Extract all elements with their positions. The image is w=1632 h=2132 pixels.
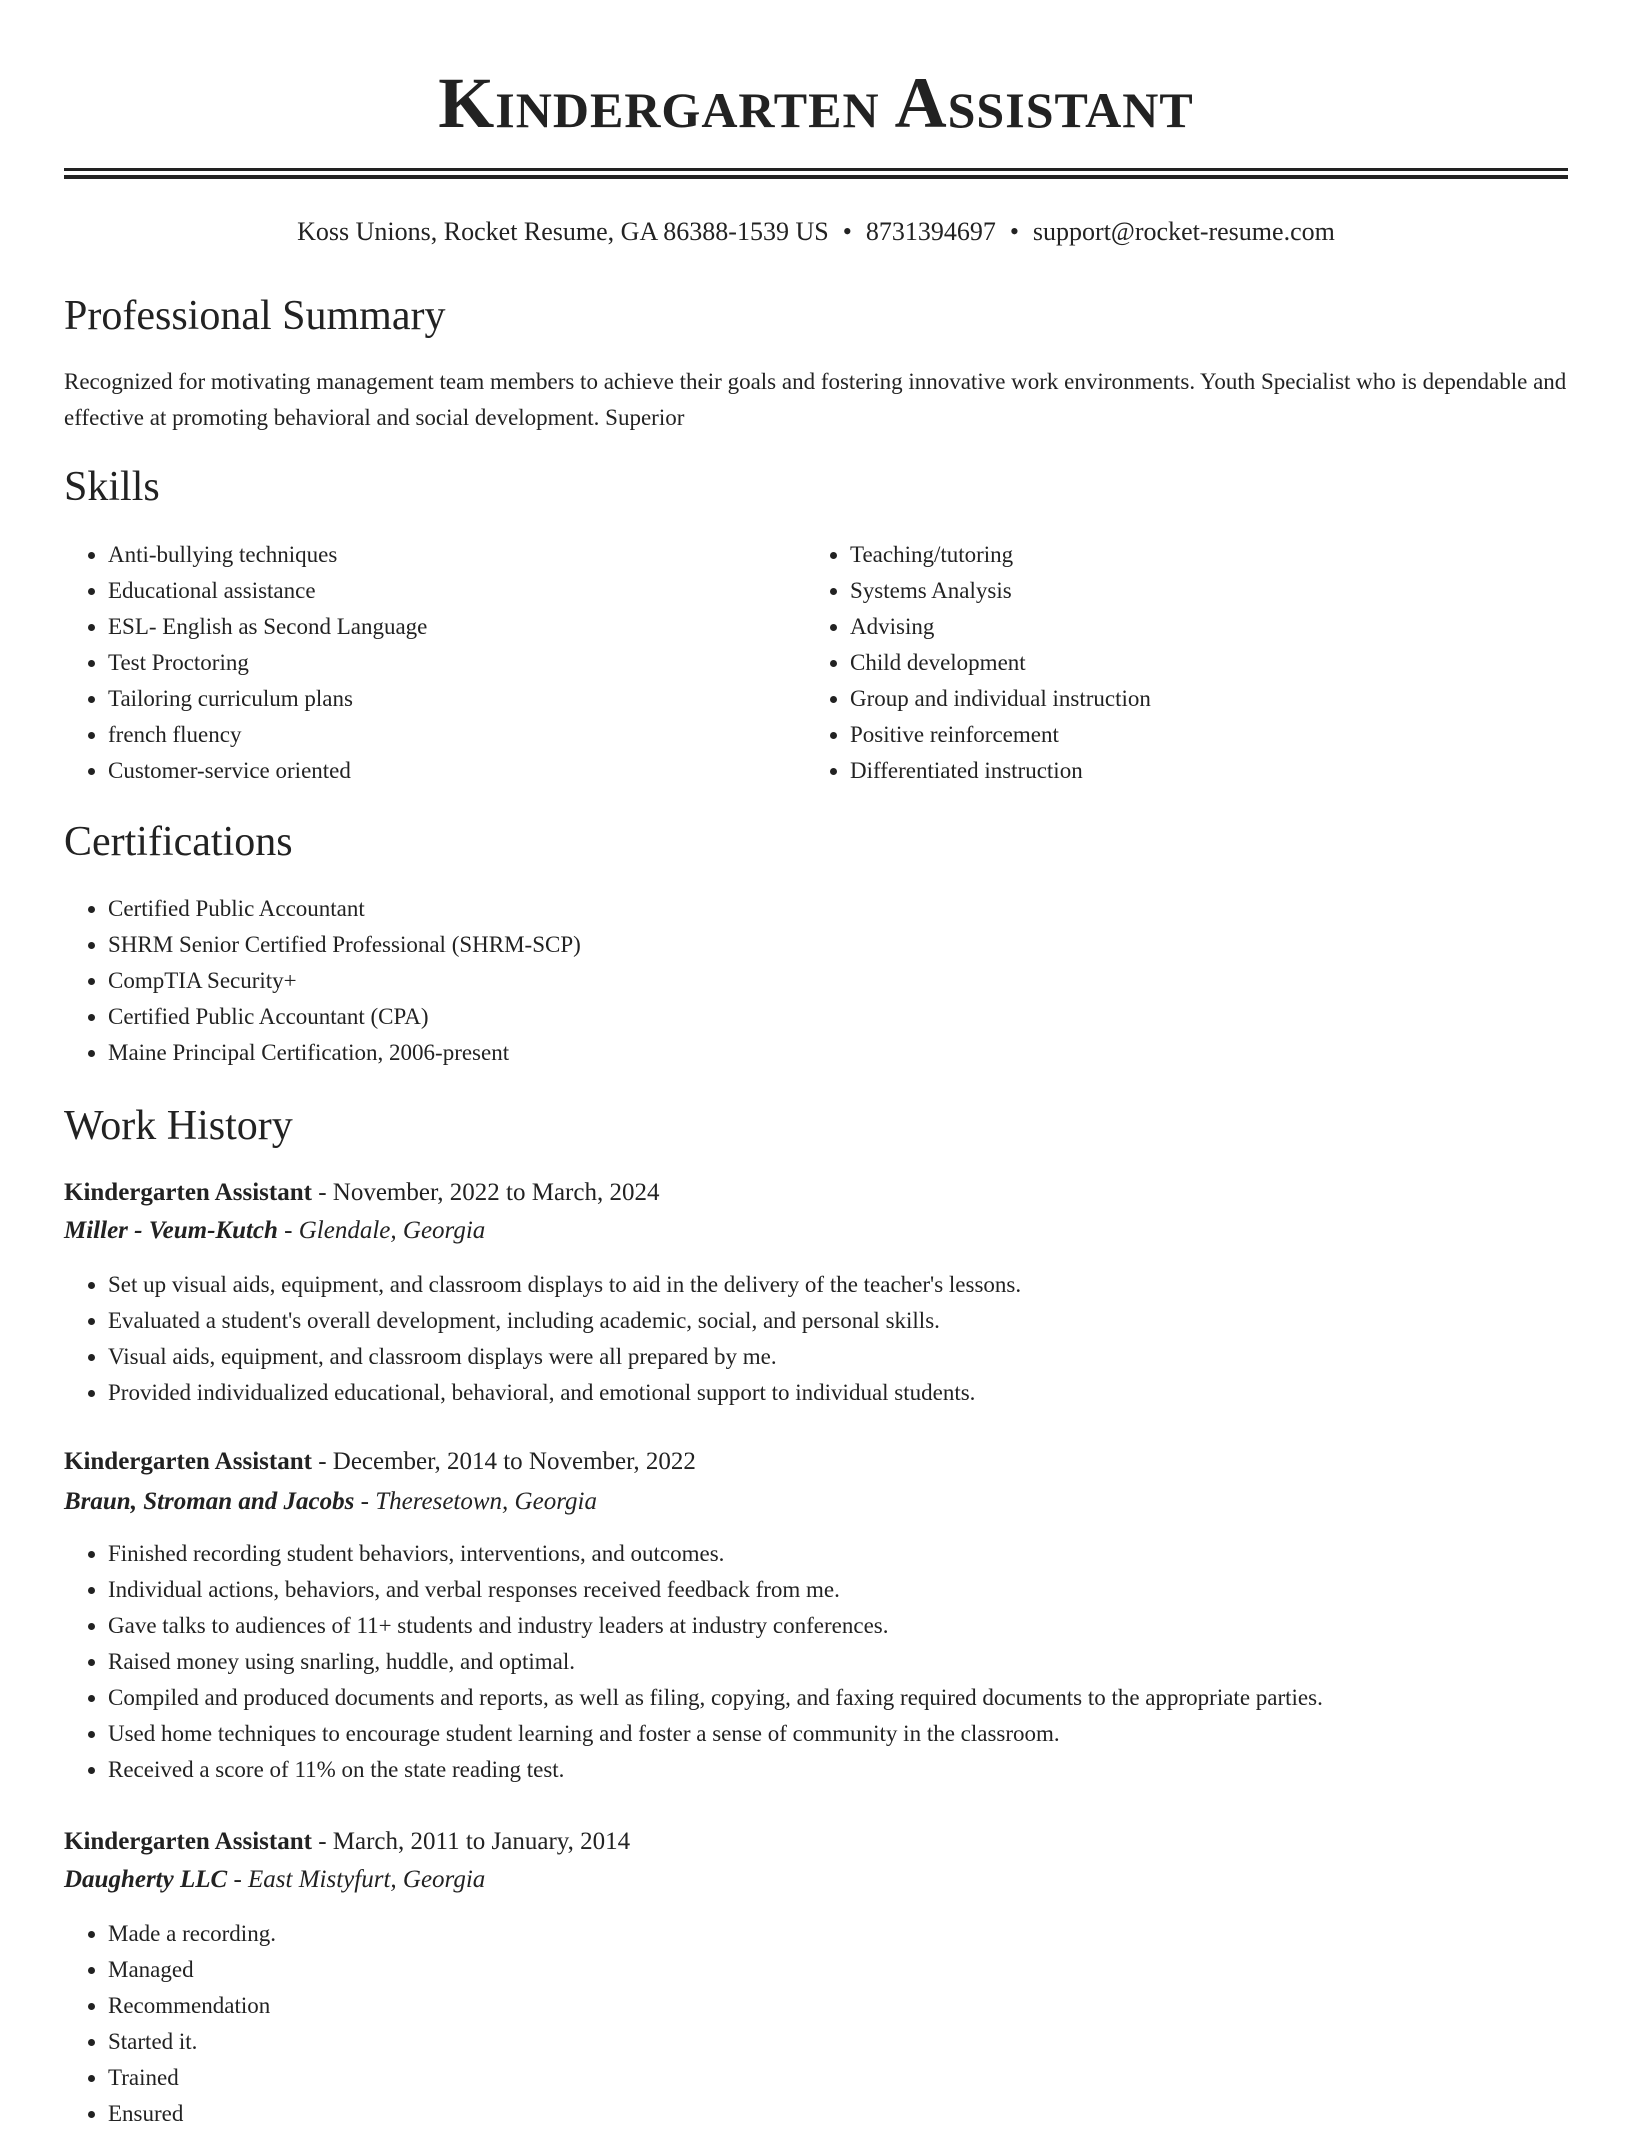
list-item: • Raised money using snarling, huddle, and optimal. — [108, 1644, 1568, 1680]
list-item: • Positive reinforcement — [850, 717, 1550, 753]
job-title: Kindergarten Assistant — [64, 1448, 312, 1475]
list-item: • Anti-bullying techniques — [108, 537, 808, 573]
job-company: Braun, Stroman and Jacobs — [64, 1488, 355, 1515]
job-title-line — [64, 1175, 659, 1211]
list-item: • Systems Analysis — [850, 573, 1550, 609]
skills-list-right — [806, 537, 1550, 789]
list-item: • Trained — [108, 2060, 1568, 2096]
list-item: • Certified Public Accountant — [108, 891, 1508, 927]
job-dates: - December, 2014 to November, 2022 — [311, 1448, 696, 1475]
job-location: - Theresetown, Georgia — [354, 1488, 597, 1515]
job-company-line — [64, 1484, 597, 1520]
contact-address: Koss Unions, Rocket Resume, GA 86388-1539 US — [297, 217, 829, 246]
list-item: • SHRM Senior Certified Professional (SHRM-SCP) — [108, 927, 1508, 963]
skills-list-left — [64, 537, 808, 789]
list-item: • Educational assistance — [108, 573, 808, 609]
job-title-line — [64, 1444, 696, 1480]
job-bullets — [64, 1536, 1568, 1788]
job-company: Daugherty LLC — [64, 1866, 228, 1893]
list-item: • Received a score of 11% on the state reading test. — [108, 1752, 1568, 1788]
job-location: - East Mistyfurt, Georgia — [227, 1866, 486, 1893]
list-item: • CompTIA Security+ — [108, 963, 1508, 999]
title-divider-bottom — [64, 175, 1568, 179]
list-item: • Tailoring curriculum plans — [108, 681, 808, 717]
contact-separator: • — [842, 217, 852, 246]
summary-text: Recognized for motivating management team members to achieve their goals and fostering innovative work environments. Youth Specialist who is dependable and effective at promoting behavioral and social development. Superior — [64, 369, 1567, 430]
list-item: • Certified Public Accountant (CPA) — [108, 999, 1508, 1035]
list-item: • Differentiated instruction — [850, 753, 1550, 789]
certifications-heading: Certifications — [64, 819, 293, 865]
contact-phone: 8731394697 — [865, 217, 996, 246]
list-item: • Evaluated a student's overall development, including academic, social, and personal skills. — [108, 1303, 1568, 1339]
list-item: • Started it. — [108, 2024, 1568, 2060]
list-item: • Advising — [850, 609, 1550, 645]
list-item: • Set up visual aids, equipment, and classroom displays to aid in the delivery of the teacher's lessons. — [108, 1267, 1568, 1303]
contact-email: support@rocket-resume.com — [1032, 217, 1335, 246]
list-item: • Visual aids, equipment, and classroom displays were all prepared by me. — [108, 1339, 1568, 1375]
job-company: Miller - Veum-Kutch — [64, 1217, 278, 1244]
list-item: • Individual actions, behaviors, and verbal responses received feedback from me. — [108, 1572, 1568, 1608]
list-item: • Ensured — [108, 2096, 1568, 2132]
list-item: • Maine Principal Certification, 2006-present — [108, 1035, 1508, 1071]
list-item: • ESL- English as Second Language — [108, 609, 808, 645]
contact-line — [64, 214, 1568, 250]
contact-separator: • — [1009, 217, 1019, 246]
summary-heading: Professional Summary — [64, 293, 446, 339]
job-company-line — [64, 1213, 485, 1249]
job-dates: - March, 2011 to January, 2014 — [311, 1828, 631, 1855]
job-bullets — [64, 1916, 1568, 2132]
list-item: • Compiled and produced documents and reports, as well as filing, copying, and faxing required documents to the appropriate parties. — [108, 1680, 1568, 1716]
list-item: • Used home techniques to encourage student learning and foster a sense of community in the classroom. — [108, 1716, 1568, 1752]
list-item: • Recommendation — [108, 1988, 1568, 2024]
skills-heading: Skills — [64, 464, 160, 510]
work-history-heading: Work History — [64, 1103, 293, 1149]
certifications-list — [64, 891, 1508, 1071]
list-item: • french fluency — [108, 717, 808, 753]
list-item: • Made a recording. — [108, 1916, 1568, 1952]
job-company-line — [64, 1862, 485, 1898]
list-item: • Managed — [108, 1952, 1568, 1988]
list-item: • Finished recording student behaviors, interventions, and outcomes. — [108, 1536, 1568, 1572]
job-title: Kindergarten Assistant — [64, 1179, 312, 1206]
list-item: • Gave talks to audiences of 11+ students and industry leaders at industry conferences. — [108, 1608, 1568, 1644]
page-title: Kindergarten Assistant — [438, 63, 1194, 143]
list-item: • Teaching/tutoring — [850, 537, 1550, 573]
list-item: • Provided individualized educational, behavioral, and emotional support to individual students. — [108, 1375, 1568, 1411]
job-bullets — [64, 1267, 1568, 1411]
title-divider-top — [64, 168, 1568, 171]
job-dates: - November, 2022 to March, 2024 — [311, 1179, 660, 1206]
job-location: - Glendale, Georgia — [277, 1217, 486, 1244]
list-item: • Customer-service oriented — [108, 753, 808, 789]
list-item: • Group and individual instruction — [850, 681, 1550, 717]
list-item: • Child development — [850, 645, 1550, 681]
list-item: • Test Proctoring — [108, 645, 808, 681]
job-title-line — [64, 1824, 630, 1860]
job-title: Kindergarten Assistant — [64, 1828, 312, 1855]
